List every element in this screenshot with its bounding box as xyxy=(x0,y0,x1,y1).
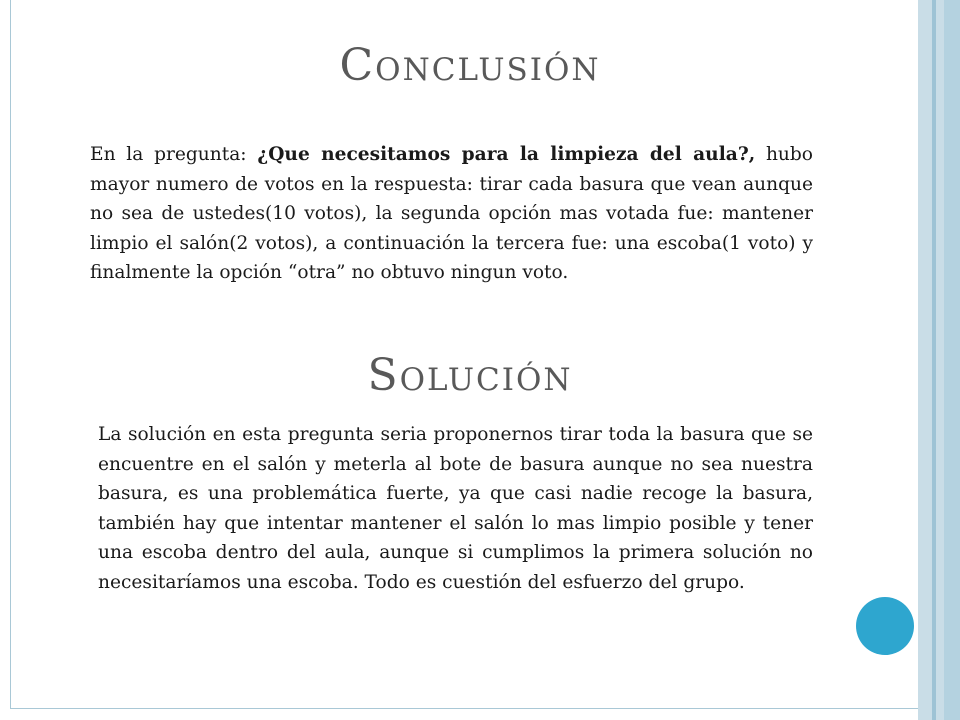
conclusion-question: ¿Que necesitamos para la limpieza del aula?, xyxy=(257,144,756,165)
decorative-circle xyxy=(856,597,914,655)
solution-paragraph: La solución en esta pregunta seria proponernos tirar toda la basura que se encuentre en el salón y meterla al bote de basura aunque no sea nuestra basura, es una problemática fuerte, ya que casi nadie recoge la basura, también hay que intentar mantener el salón lo mas limpio posible y tener una escoba dentro del aula, aunque si cumplimos la primera solución no necesitaríamos una escoba. Todo es cuestión del esfuerzo del grupo. xyxy=(98,424,813,593)
conclusion-intro: En la pregunta: xyxy=(90,144,258,165)
solution-title: Solución xyxy=(367,350,573,401)
conclusion-title: Conclusión xyxy=(339,40,601,91)
conclusion-paragraph xyxy=(90,140,813,288)
conclusion-body: hubo mayor numero de votos en la respuesta: tirar cada basura que vean aunque no sea de ustedes(10 votos), la segunda opción mas votada fue: mantener limpio el salón(2 votos), a continuación la tercera fue: una escoba(1 voto) y finalmente la opción “otra” no obtuvo ningun voto. xyxy=(90,144,813,283)
decorative-stripe xyxy=(944,0,960,720)
